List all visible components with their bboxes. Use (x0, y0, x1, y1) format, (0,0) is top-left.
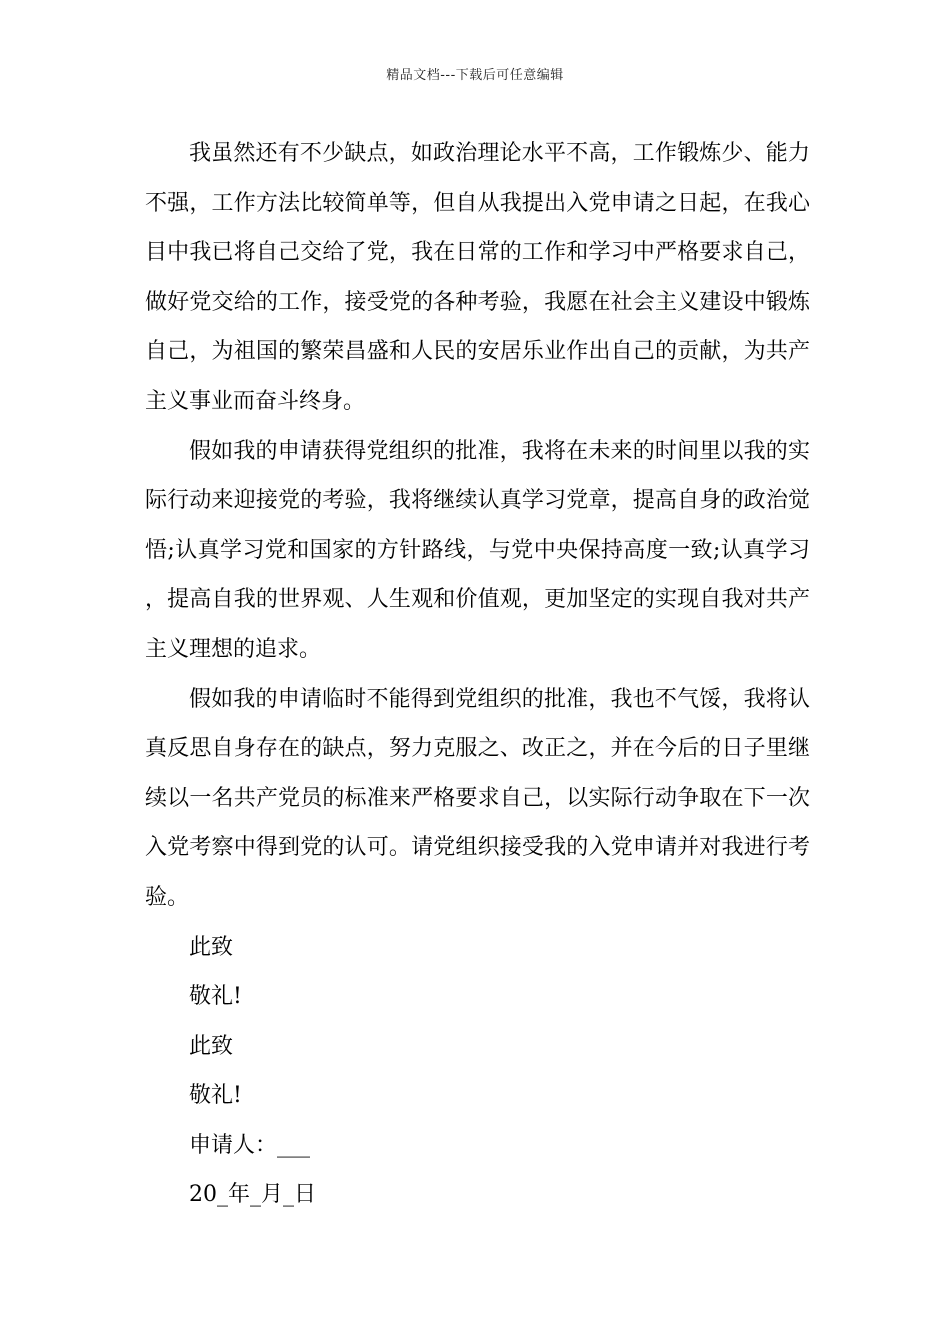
closing-regards: 敬礼! (189, 984, 242, 1010)
closing-salutation: 此致 (189, 934, 234, 960)
date-line: 20_年_月_日 (189, 1182, 316, 1208)
closing-regards-repeat: 敬礼! (189, 1083, 242, 1109)
paragraph-shortcomings: 我虽然还有不少缺点，如政治理论水平不高，工作锻炼少、能力不强，工作方法比较简单等，但自从我提出入党申请之日起，在我心目中我已将自己交给了党，我在日常的工作和学习中严格要求自己，做好党交给的工作，接受党的各种考验，我愿在社会主义建设中锻炼自己，为祖国的繁荣昌盛和人民的安居乐业作出自己的贡献，为共产主义事业而奋斗终身。 (145, 141, 810, 414)
paragraph-if-not-approved: 假如我的申请临时不能得到党组织的批准，我也不气馁，我将认真反思自身存在的缺点，努力克服之、改正之，并在今后的日子里继续以一名共产党员的标准来严格要求自己，以实际行动争取在下一次入党考察中得到党的认可。请党组织接受我的入党申请并对我进行考验。 (145, 686, 810, 910)
applicant-signature-line: 申请人：___ (189, 1132, 311, 1158)
page-header: 精品文档---下载后可任意编辑 (386, 68, 564, 83)
closing-salutation-repeat: 此致 (189, 1033, 234, 1059)
paragraph-if-approved: 假如我的申请获得党组织的批准，我将在未来的时间里以我的实际行动来迎接党的考验，我将继续认真学习党章，提高自身的政治觉悟;认真学习党和国家的方针路线，与党中央保持高度一致;认真学习，提高自我的世界观、人生观和价值观，更加坚定的实现自我对共产主义理想的追求。 (145, 438, 810, 662)
document-body (145, 129, 810, 1220)
